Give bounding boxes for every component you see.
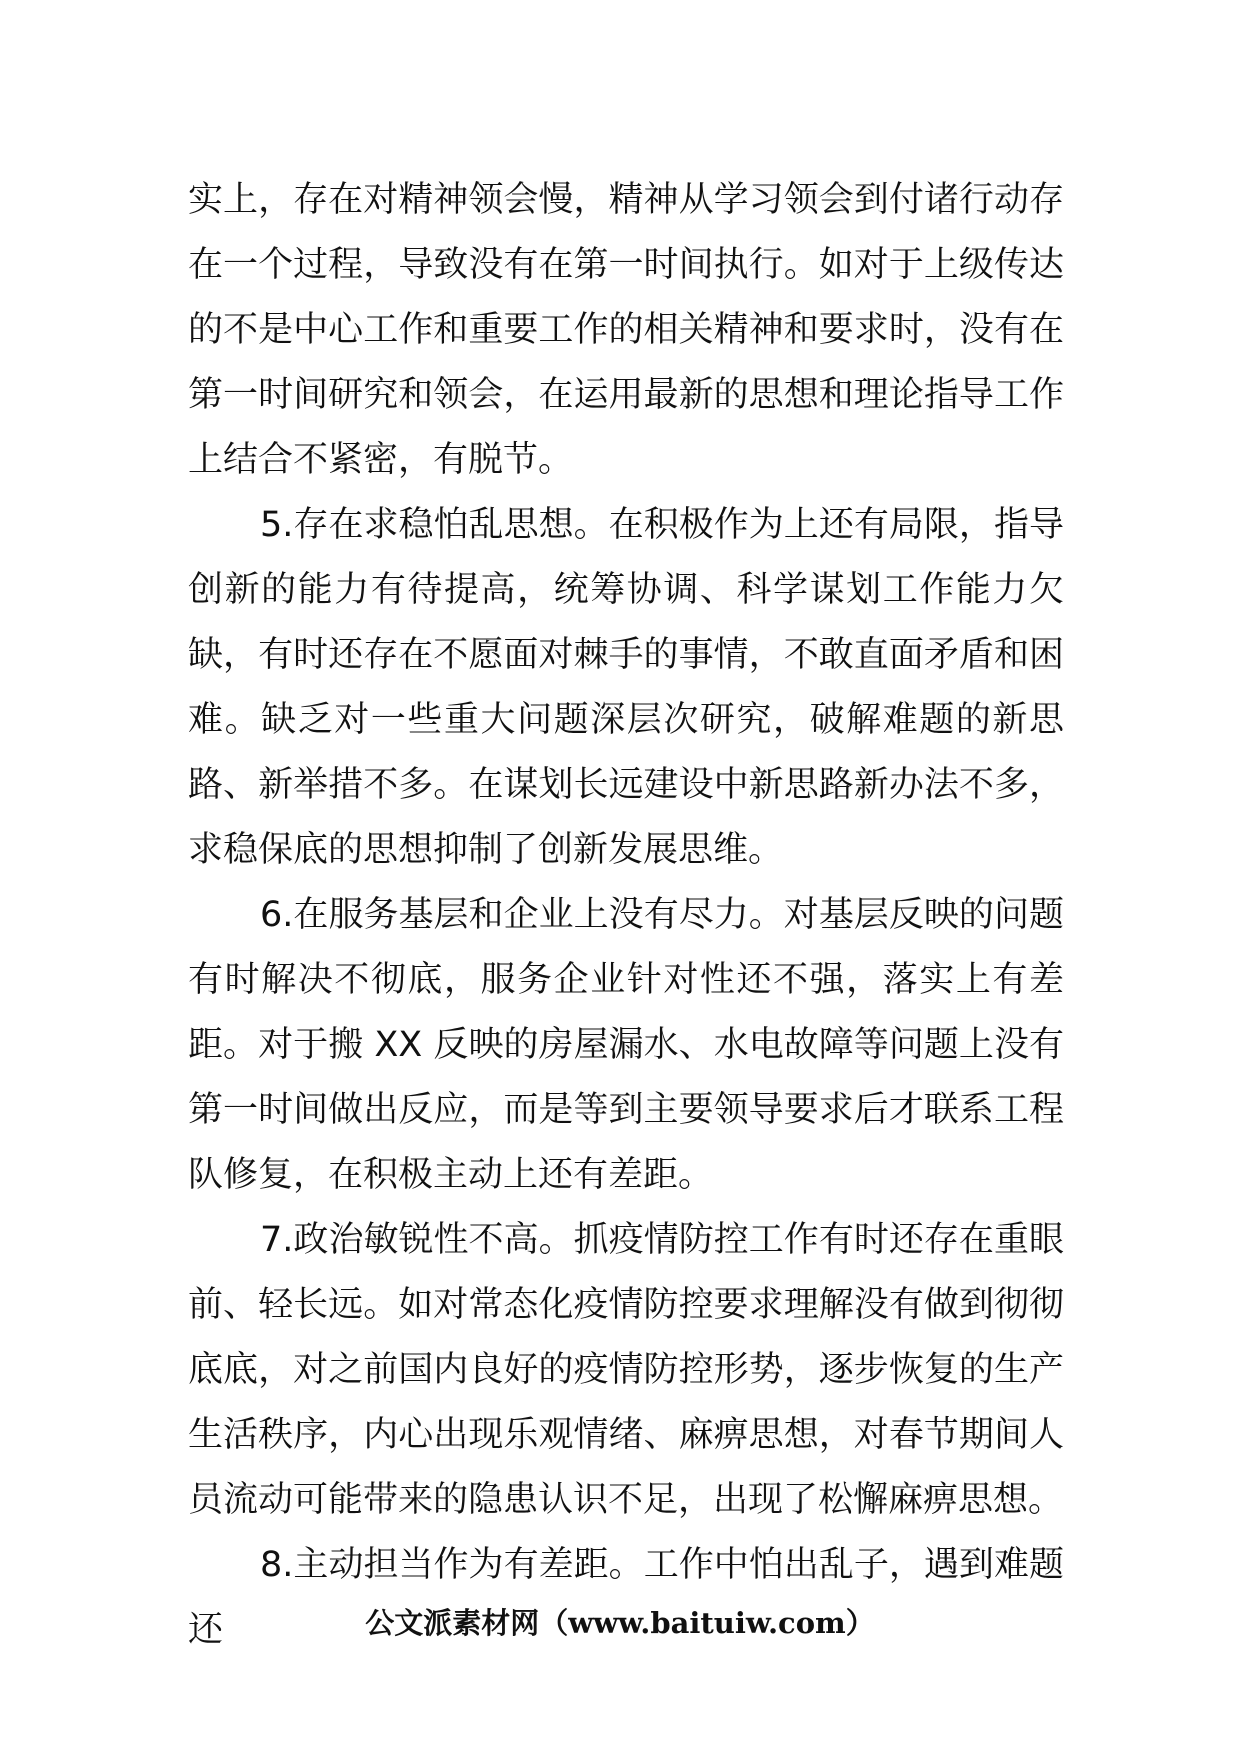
document-body bbox=[188, 168, 1064, 1663]
paragraph-item-8: 8.主动担当作为有差距。工作中怕出乱子，遇到难题还 bbox=[188, 1545, 1064, 1650]
paragraph-item-6: 6.在服务基层和企业上没有尽力。对基层反映的问题有时解决不彻底，服务企业针对性还不强，落实上有差距。对于搬 XX 反映的房屋漏水、水电故障等问题上没有第一时间做出反应，而是等到主要领导要求后才联系工程队修复，在积极主动上还有差距。 bbox=[188, 895, 1064, 1195]
paragraph-item-5: 5.存在求稳怕乱思想。在积极作为上还有局限，指导创新的能力有待提高，统筹协调、科学谋划工作能力欠缺，有时还存在不愿面对棘手的事情，不敢直面矛盾和困难。缺乏对一些重大问题深层次研究，破解难题的新思路、新举措不多。在谋划长远建设中新思路新办法不多，求稳保底的思想抑制了创新发展思维。 bbox=[188, 505, 1064, 870]
footer-watermark-text: 公文派素材网（www.baituiw.com） bbox=[365, 1606, 875, 1640]
paragraph-continued: 实上，存在对精神领会慢，精神从学习领会到付诸行动存在一个过程，导致没有在第一时间执行。如对于上级传达的不是中心工作和重要工作的相关精神和要求时，没有在第一时间研究和领会，在运用最新的思想和理论指导工作上结合不紧密，有脱节。 bbox=[188, 180, 1064, 480]
paragraph-item-7: 7.政治敏锐性不高。抓疫情防控工作有时还存在重眼前、轻长远。如对常态化疫情防控要求理解没有做到彻彻底底，对之前国内良好的疫情防控形势，逐步恢复的生产生活秩序，内心出现乐观情绪、麻痹思想，对春节期间人员流动可能带来的隐患认识不足，出现了松懈麻痹思想。 bbox=[188, 1220, 1064, 1520]
